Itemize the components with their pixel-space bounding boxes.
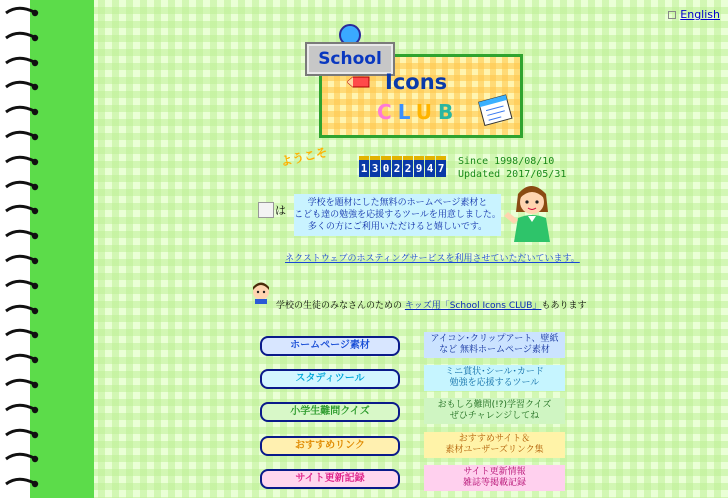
spiral-ring bbox=[4, 180, 40, 194]
spiral-ring bbox=[4, 428, 40, 442]
counter-digit: 9 bbox=[414, 156, 424, 177]
counter-digit: 2 bbox=[403, 156, 413, 177]
logo-club-letter: B bbox=[437, 100, 460, 124]
english-link[interactable]: English bbox=[680, 8, 720, 21]
counter-digit: 4 bbox=[425, 156, 435, 177]
counter-digit: 3 bbox=[370, 156, 380, 177]
menu-description-line: サイト更新情報 bbox=[463, 467, 526, 477]
visitor-counter bbox=[359, 156, 446, 177]
intro-message bbox=[294, 194, 501, 236]
menu-description-line: おもしろ難問(!?)学習クイズ bbox=[437, 400, 552, 410]
intro-line: 多くの方にご利用いただけると嬉しいです。 bbox=[307, 222, 488, 232]
counter-digit: 7 bbox=[436, 156, 446, 177]
spiral-ring bbox=[4, 452, 40, 466]
menu-description-line: ぜひチャレンジしてね bbox=[449, 411, 540, 421]
logo-icons-text: Icons bbox=[385, 70, 448, 94]
kids-text-before: 学校の生徒のみなさんのための bbox=[276, 301, 403, 311]
intro-line: こども達の勉強を応援するツールを用意しました。 bbox=[294, 210, 501, 220]
spiral-ring bbox=[4, 80, 40, 94]
menu-button[interactable]: サイト更新記録 bbox=[260, 469, 400, 489]
spiral-ring bbox=[4, 6, 40, 20]
kids-notice bbox=[276, 298, 586, 311]
logo-club-letter: C bbox=[377, 100, 398, 124]
spiral-ring bbox=[4, 279, 40, 293]
menu-description-line: ミニ賞状･シール･カード bbox=[445, 367, 544, 377]
spiral-ring bbox=[4, 31, 40, 45]
logo-club-letters bbox=[377, 100, 459, 124]
menu-description bbox=[424, 398, 565, 424]
menu-description-line: など 無料ホームページ素材 bbox=[439, 345, 550, 355]
spiral-ring bbox=[4, 403, 40, 417]
spiral-ring bbox=[4, 105, 40, 119]
spiral-ring bbox=[4, 353, 40, 367]
menu-description bbox=[424, 332, 565, 358]
language-switch bbox=[668, 8, 720, 21]
menu-description bbox=[424, 432, 565, 458]
counter-digit: 2 bbox=[392, 156, 402, 177]
spiral-ring bbox=[4, 477, 40, 491]
site-title-image-icon bbox=[258, 202, 274, 218]
spiral-ring bbox=[4, 378, 40, 392]
site-logo[interactable] bbox=[305, 24, 520, 136]
menu-description-line: おすすめサイト＆ bbox=[458, 434, 531, 444]
spiral-ring bbox=[4, 254, 40, 268]
binding-margin bbox=[0, 0, 30, 498]
counter-digit: 0 bbox=[381, 156, 391, 177]
menu-description-line: 素材ユーザーズリンク集 bbox=[445, 445, 544, 455]
spiral-ring bbox=[4, 204, 40, 218]
spiral-ring bbox=[4, 229, 40, 243]
menu-description-line: 雑誌等掲載記録 bbox=[462, 478, 526, 488]
spiral-ring bbox=[4, 155, 40, 169]
spiral-ring bbox=[4, 130, 40, 144]
logo-school-text: School bbox=[318, 49, 382, 69]
menu-button[interactable]: 小学生難問クイズ bbox=[260, 402, 400, 422]
menu-button[interactable]: スタディツール bbox=[260, 369, 400, 389]
notebook-icon bbox=[477, 92, 515, 126]
intro-line: 学校を題材にした無料のホームページ素材と bbox=[307, 198, 488, 208]
kids-site-link[interactable]: キッズ用「School Icons CLUB」 bbox=[404, 301, 542, 311]
menu-description bbox=[424, 465, 565, 491]
pencil-icon bbox=[347, 76, 371, 88]
logo-club-letter: L bbox=[397, 100, 416, 124]
since-date: Since 1998/08/10 bbox=[458, 156, 555, 167]
menu-button[interactable]: おすすめリンク bbox=[260, 436, 400, 456]
bullet-icon bbox=[668, 11, 676, 19]
boy-character-icon bbox=[249, 282, 273, 304]
site-dates bbox=[458, 155, 566, 181]
spiral-ring bbox=[4, 56, 40, 70]
hosting-link[interactable]: ネクストウェブのホスティングサービスを利用させていただいています。 bbox=[285, 254, 580, 264]
updated-date: Updated 2017/05/31 bbox=[458, 169, 567, 180]
spiral-ring bbox=[4, 304, 40, 318]
kids-text-after: もあります bbox=[541, 301, 587, 311]
logo-club-letter: U bbox=[415, 100, 438, 124]
counter-digit: 1 bbox=[359, 156, 369, 177]
menu-description bbox=[424, 365, 565, 391]
intro-prefix: は bbox=[275, 204, 286, 217]
welcome-text: ようこそ bbox=[279, 145, 330, 169]
menu-description-line: アイコン･クリップアート、壁紙 bbox=[430, 334, 559, 344]
logo-school-tag bbox=[305, 42, 395, 76]
menu-description-line: 勉強を応援するツール bbox=[449, 378, 540, 388]
girl-character-icon bbox=[502, 180, 560, 244]
menu-button[interactable]: ホームページ素材 bbox=[260, 336, 400, 356]
spiral-ring bbox=[4, 328, 40, 342]
